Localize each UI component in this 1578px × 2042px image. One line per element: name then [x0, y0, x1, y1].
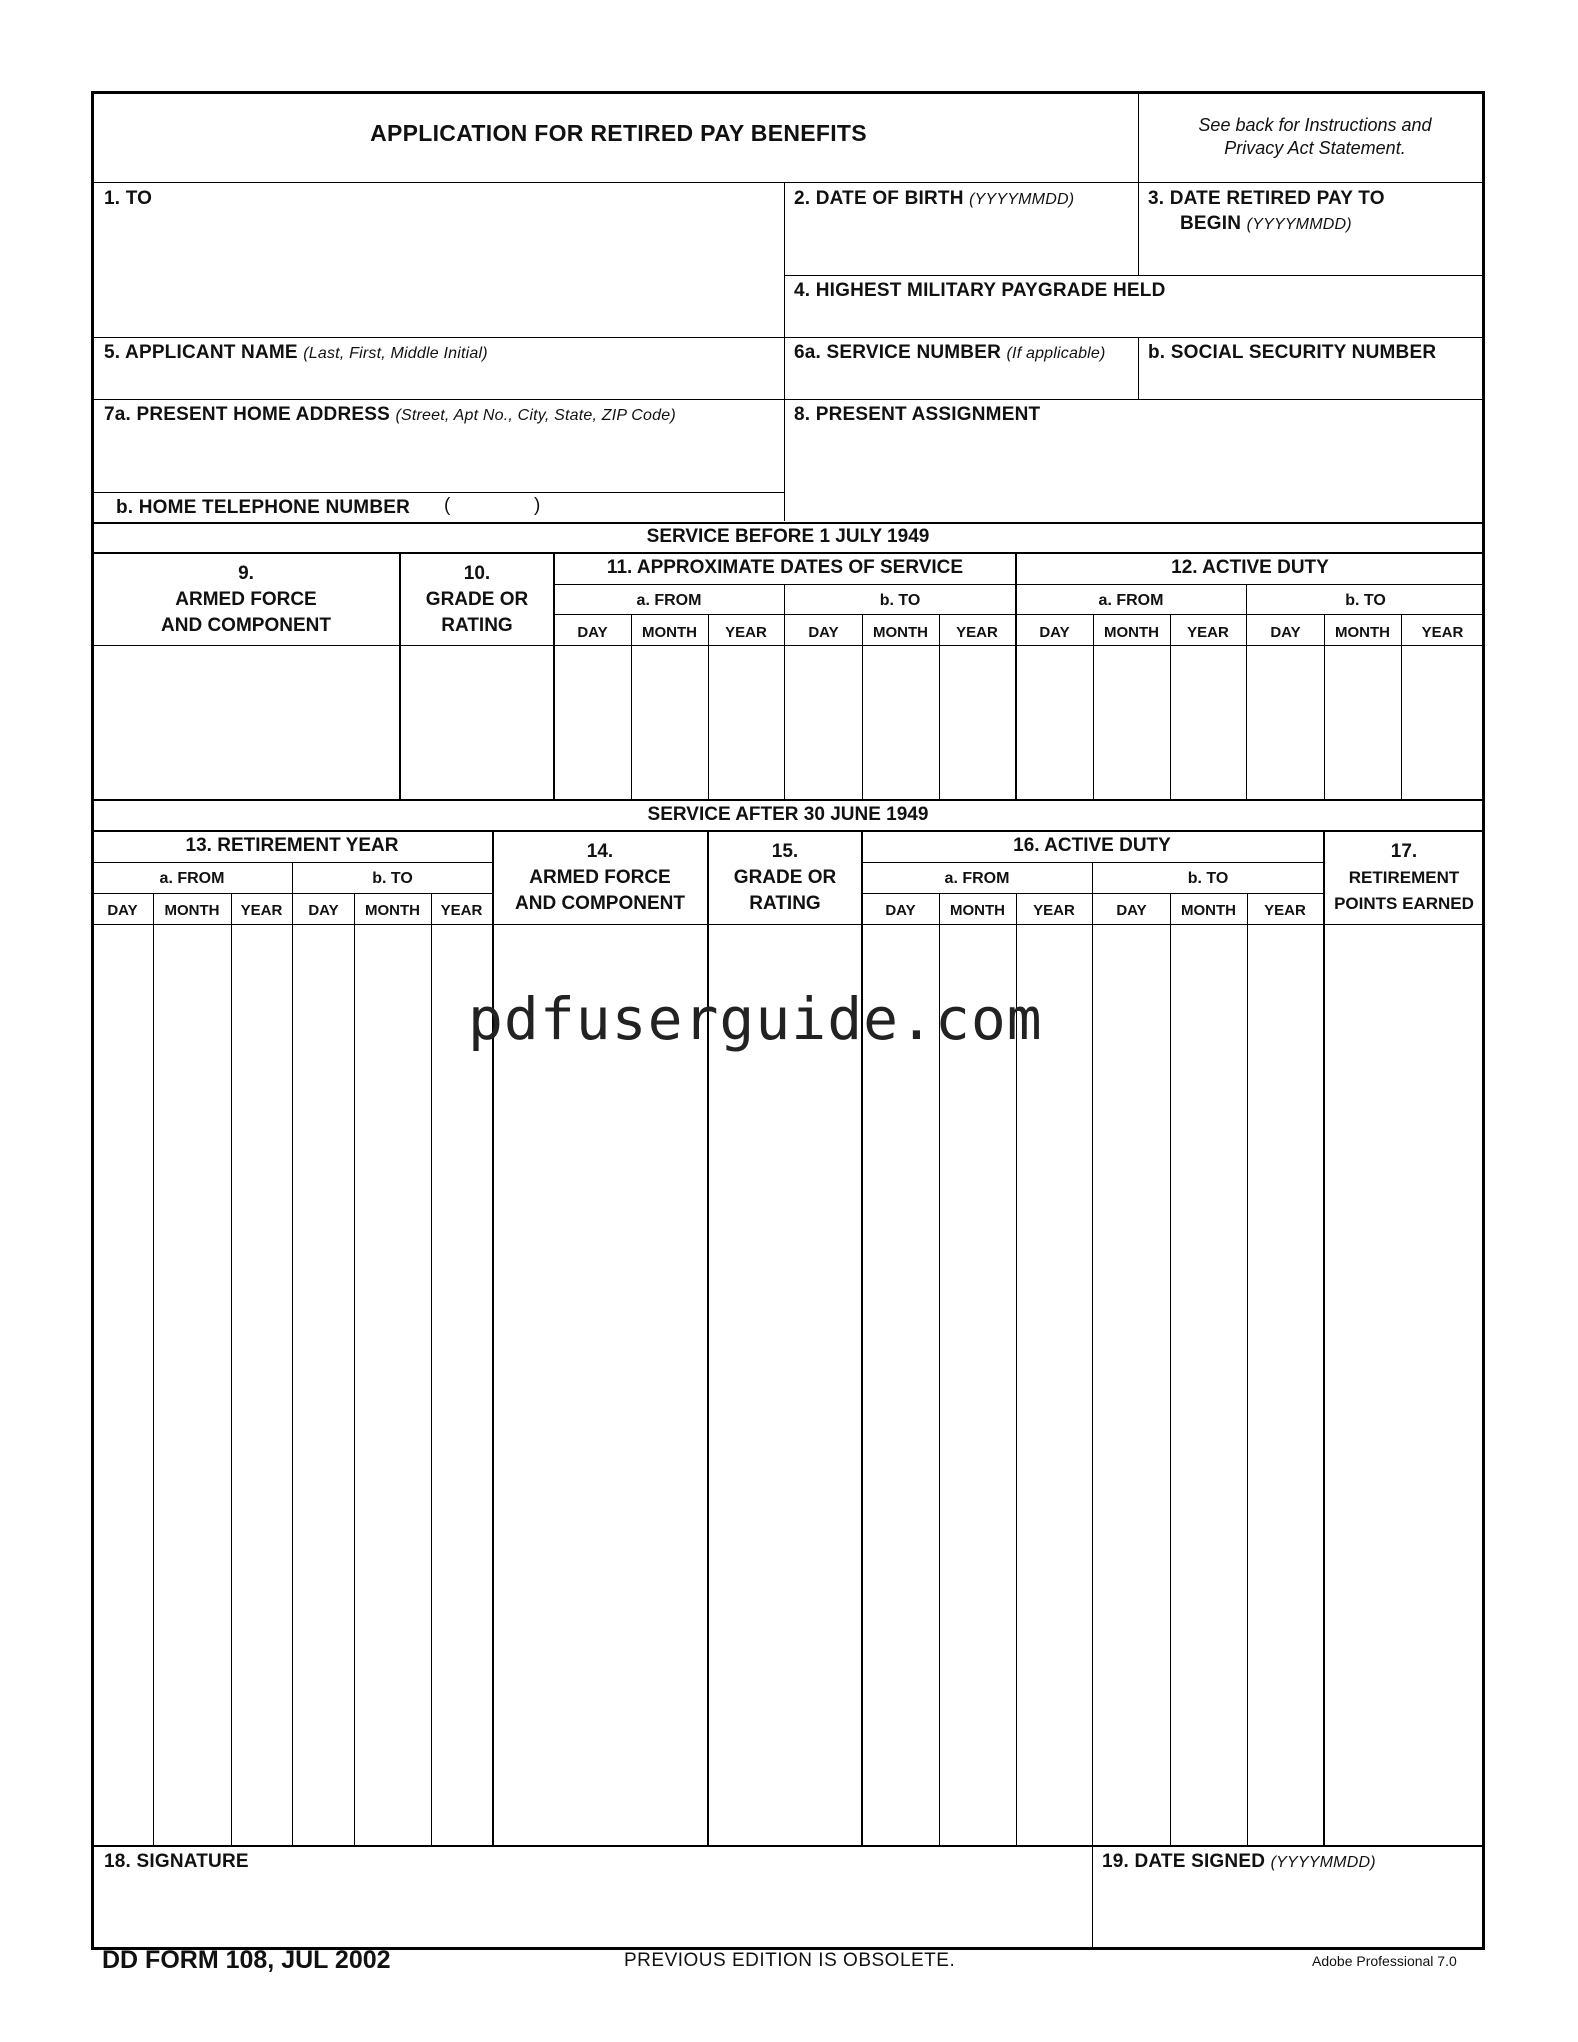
home-address-text: 7a. PRESENT HOME ADDRESS [104, 404, 390, 425]
b-from-year: YEAR [725, 624, 767, 641]
col12-from: a. FROM [1098, 592, 1164, 609]
divider [92, 552, 1484, 554]
col15-header [708, 839, 862, 917]
form-id: DD FORM 108, JUL 2002 [102, 1946, 391, 1974]
field-dob-label [794, 188, 1074, 210]
field-service-number-label [794, 342, 1106, 364]
watermark: pdfuserguide.com [468, 985, 1043, 1053]
b-from-month: MONTH [642, 624, 697, 641]
col10-num: 10. [463, 563, 491, 584]
divider [231, 894, 232, 1845]
phone-paren-open: ( [444, 495, 451, 516]
divider [1323, 831, 1325, 1845]
col9-line1: ARMED FORCE [175, 589, 317, 610]
divider [399, 553, 401, 799]
form-title: APPLICATION FOR RETIRED PAY BENEFITS [370, 120, 867, 146]
a-ry-from-month: MONTH [164, 902, 220, 919]
field-paygrade-label: 4. HIGHEST MILITARY PAYGRADE HELD [794, 280, 1166, 301]
field-home-address-label [104, 404, 676, 426]
col10-line1: GRADE OR [425, 589, 529, 610]
divider [92, 1845, 1484, 1847]
service-number-text: 6a. SERVICE NUMBER [794, 342, 1002, 363]
retired-pay-hint: (YYYYMMDD) [1246, 216, 1352, 233]
divider [1092, 1846, 1093, 1948]
retired-pay-label-line1: 3. DATE RETIRED PAY TO [1148, 188, 1385, 209]
b-to-year: YEAR [956, 624, 998, 641]
a-ry-to-day: DAY [308, 902, 339, 919]
divider [92, 492, 784, 493]
software-note: Adobe Professional 7.0 [1312, 1953, 1457, 1969]
col17-line2: POINTS EARNED [1334, 894, 1474, 913]
b-ad-from-year: YEAR [1187, 624, 1229, 641]
divider [1092, 863, 1093, 1845]
b-to-day: DAY [808, 624, 839, 641]
field-applicant-name-label [104, 342, 488, 364]
divider [92, 399, 1484, 400]
divider [92, 924, 1484, 925]
field-retired-pay-date-label-2 [1180, 213, 1352, 235]
col10-header [400, 561, 554, 639]
divider [784, 585, 785, 799]
service-number-hint: (If applicable) [1006, 345, 1106, 362]
divider [862, 893, 1323, 894]
divider [92, 893, 492, 894]
b-ad-to-day: DAY [1270, 624, 1301, 641]
divider [1246, 585, 1247, 799]
divider [554, 614, 1484, 615]
divider [785, 275, 1484, 276]
field-present-assignment-label: 8. PRESENT ASSIGNMENT [794, 404, 1041, 425]
b-ad-from-day: DAY [1039, 624, 1070, 641]
dob-hint: (YYYYMMDD) [969, 191, 1075, 208]
field-signature-label: 18. SIGNATURE [104, 1851, 249, 1872]
a-ry-from-day: DAY [107, 902, 138, 919]
applicant-name-text: 5. APPLICANT NAME [104, 342, 298, 363]
col11-from: a. FROM [636, 592, 702, 609]
col11-header: 11. APPROXIMATE DATES OF SERVICE [606, 557, 964, 578]
divider [92, 182, 1484, 183]
divider [1138, 338, 1139, 399]
divider [1324, 615, 1325, 799]
a-ad-to-year: YEAR [1264, 902, 1306, 919]
field-date-signed-label [1102, 1851, 1376, 1873]
col15-line1: GRADE OR [733, 867, 837, 888]
a-ry-to-year: YEAR [440, 902, 483, 919]
col9-line2: AND COMPONENT [161, 615, 331, 636]
divider [553, 553, 555, 799]
col14-line1: ARMED FORCE [529, 867, 671, 888]
divider [861, 831, 863, 1845]
col12-header: 12. ACTIVE DUTY [1171, 557, 1329, 578]
divider [92, 337, 1484, 338]
a-ad-from-month: MONTH [950, 902, 1005, 919]
a-ad-from-day: DAY [885, 902, 916, 919]
col17-header [1324, 839, 1484, 917]
instructions-note [1145, 114, 1485, 160]
col17-num: 17. [1390, 841, 1418, 862]
divider [1170, 615, 1171, 799]
instructions-line-1: See back for Instructions and [1198, 115, 1432, 135]
a-ad-from-year: YEAR [1033, 902, 1075, 919]
section-before-heading: SERVICE BEFORE 1 JULY 1949 [646, 526, 930, 547]
col12-to: b. TO [1345, 592, 1386, 609]
divider [631, 615, 632, 799]
col13-header: 13. RETIREMENT YEAR [185, 835, 399, 856]
col17-line1: RETIREMENT [1348, 868, 1460, 887]
applicant-name-hint: (Last, First, Middle Initial) [303, 345, 488, 362]
divider [862, 615, 863, 799]
date-signed-hint: (YYYYMMDD) [1270, 1854, 1376, 1871]
b-to-month: MONTH [873, 624, 928, 641]
divider [939, 615, 940, 799]
dob-label-text: 2. DATE OF BIRTH [794, 188, 964, 209]
divider [492, 831, 494, 1845]
col13-from: a. FROM [159, 870, 225, 887]
col16-from: a. FROM [944, 870, 1010, 887]
divider [1170, 894, 1171, 1845]
divider [1015, 553, 1017, 799]
b-ad-to-year: YEAR [1421, 624, 1464, 641]
divider [1401, 615, 1402, 799]
col9-num: 9. [238, 563, 254, 584]
home-address-hint: (Street, Apt No., City, State, ZIP Code) [395, 407, 676, 424]
field-ssn-label: b. SOCIAL SECURITY NUMBER [1148, 342, 1437, 363]
a-ry-from-year: YEAR [240, 902, 283, 919]
section-after-heading: SERVICE AFTER 30 JUNE 1949 [647, 804, 929, 825]
col9-header [92, 561, 400, 639]
col11-to: b. TO [879, 592, 921, 609]
col15-line2: RATING [749, 893, 821, 914]
a-ad-to-day: DAY [1116, 902, 1147, 919]
divider [784, 183, 785, 521]
a-ad-to-month: MONTH [1181, 902, 1236, 919]
divider [554, 584, 1484, 585]
col16-header: 16. ACTIVE DUTY [1013, 835, 1171, 856]
phone-paren-close: ) [534, 495, 541, 516]
col14-header [493, 839, 707, 917]
divider [1138, 92, 1139, 275]
field-home-phone-label: b. HOME TELEPHONE NUMBER [116, 497, 411, 518]
col15-num: 15. [771, 841, 799, 862]
divider [292, 863, 293, 1845]
b-from-day: DAY [577, 624, 608, 641]
b-ad-to-month: MONTH [1335, 624, 1390, 641]
divider [153, 894, 154, 1845]
divider [707, 831, 709, 1845]
col10-line2: RATING [441, 615, 513, 636]
retired-pay-label-line2: BEGIN [1180, 213, 1242, 234]
divider [354, 894, 355, 1845]
divider [1093, 615, 1094, 799]
divider [92, 799, 1484, 801]
col14-line2: AND COMPONENT [515, 893, 685, 914]
field-retired-pay-date-label [1148, 188, 1385, 210]
col14-num: 14. [586, 841, 614, 862]
divider [92, 645, 1484, 646]
col13-to: b. TO [372, 870, 413, 887]
divider [431, 894, 432, 1845]
instructions-line-2: Privacy Act Statement. [1224, 138, 1406, 158]
col16-to: b. TO [1187, 870, 1229, 887]
b-ad-from-month: MONTH [1104, 624, 1159, 641]
a-ry-to-month: MONTH [365, 902, 420, 919]
divider [1247, 894, 1248, 1845]
date-signed-text: 19. DATE SIGNED [1102, 1851, 1266, 1872]
field-to-label: 1. TO [104, 188, 153, 209]
divider [708, 615, 709, 799]
divider [92, 830, 1484, 832]
obsolete-notice: PREVIOUS EDITION IS OBSOLETE. [624, 1950, 956, 1971]
